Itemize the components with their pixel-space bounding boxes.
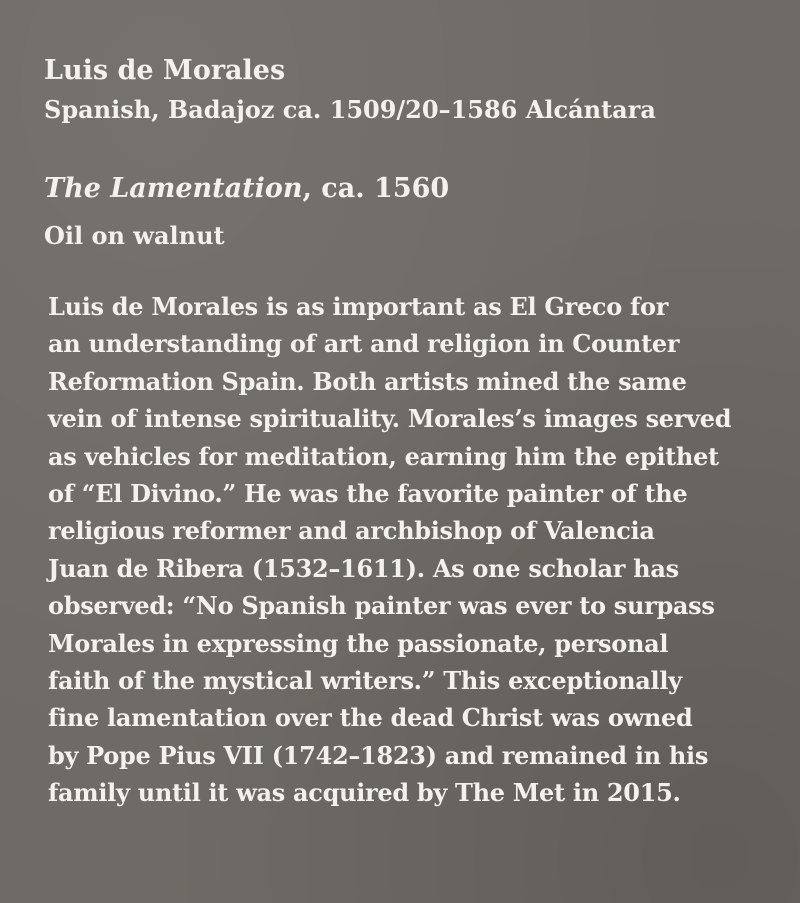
description-line: family until it was acquired by The Met in 2015.: [48, 778, 681, 808]
artwork-medium: Oil on walnut: [44, 221, 225, 250]
description-line: as vehicles for meditation, earning him the epithet: [48, 441, 719, 471]
description-line: by Pope Pius VII (1742–1823) and remained in his: [48, 740, 709, 770]
artist-name: Luis de Morales: [44, 55, 286, 86]
description-line: Luis de Morales is as important as El Greco for: [48, 292, 669, 321]
description-line: faith of the mystical writers.” This exceptionally: [48, 666, 682, 696]
description-line: religious reformer and archbishop of Valencia: [48, 516, 655, 546]
description-line: vein of intense spirituality. Morales’s images served: [48, 404, 732, 434]
description-text: [48, 288, 731, 812]
description-line: observed: “No Spanish painter was ever to surpass: [48, 591, 715, 621]
artwork-date: , ca. 1560: [302, 173, 450, 204]
description-line: fine lamentation over the dead Christ was owned: [48, 703, 693, 733]
artwork-title: The Lamentation: [44, 173, 303, 204]
description-line: an understanding of art and religion in Counter: [48, 329, 680, 359]
artist-nationality-dates: Spanish, Badajoz ca. 1509/20–1586 Alcántara: [44, 95, 656, 124]
description-line: Morales in expressing the passionate, personal: [48, 628, 669, 658]
description-line: of “El Divino.” He was the favorite painter of the: [48, 479, 688, 509]
description-line: Juan de Ribera (1532–1611). As one scholar has: [48, 553, 679, 583]
artwork-title-line: [44, 172, 449, 206]
description-line: Reformation Spain. Both artists mined the same: [48, 366, 687, 396]
